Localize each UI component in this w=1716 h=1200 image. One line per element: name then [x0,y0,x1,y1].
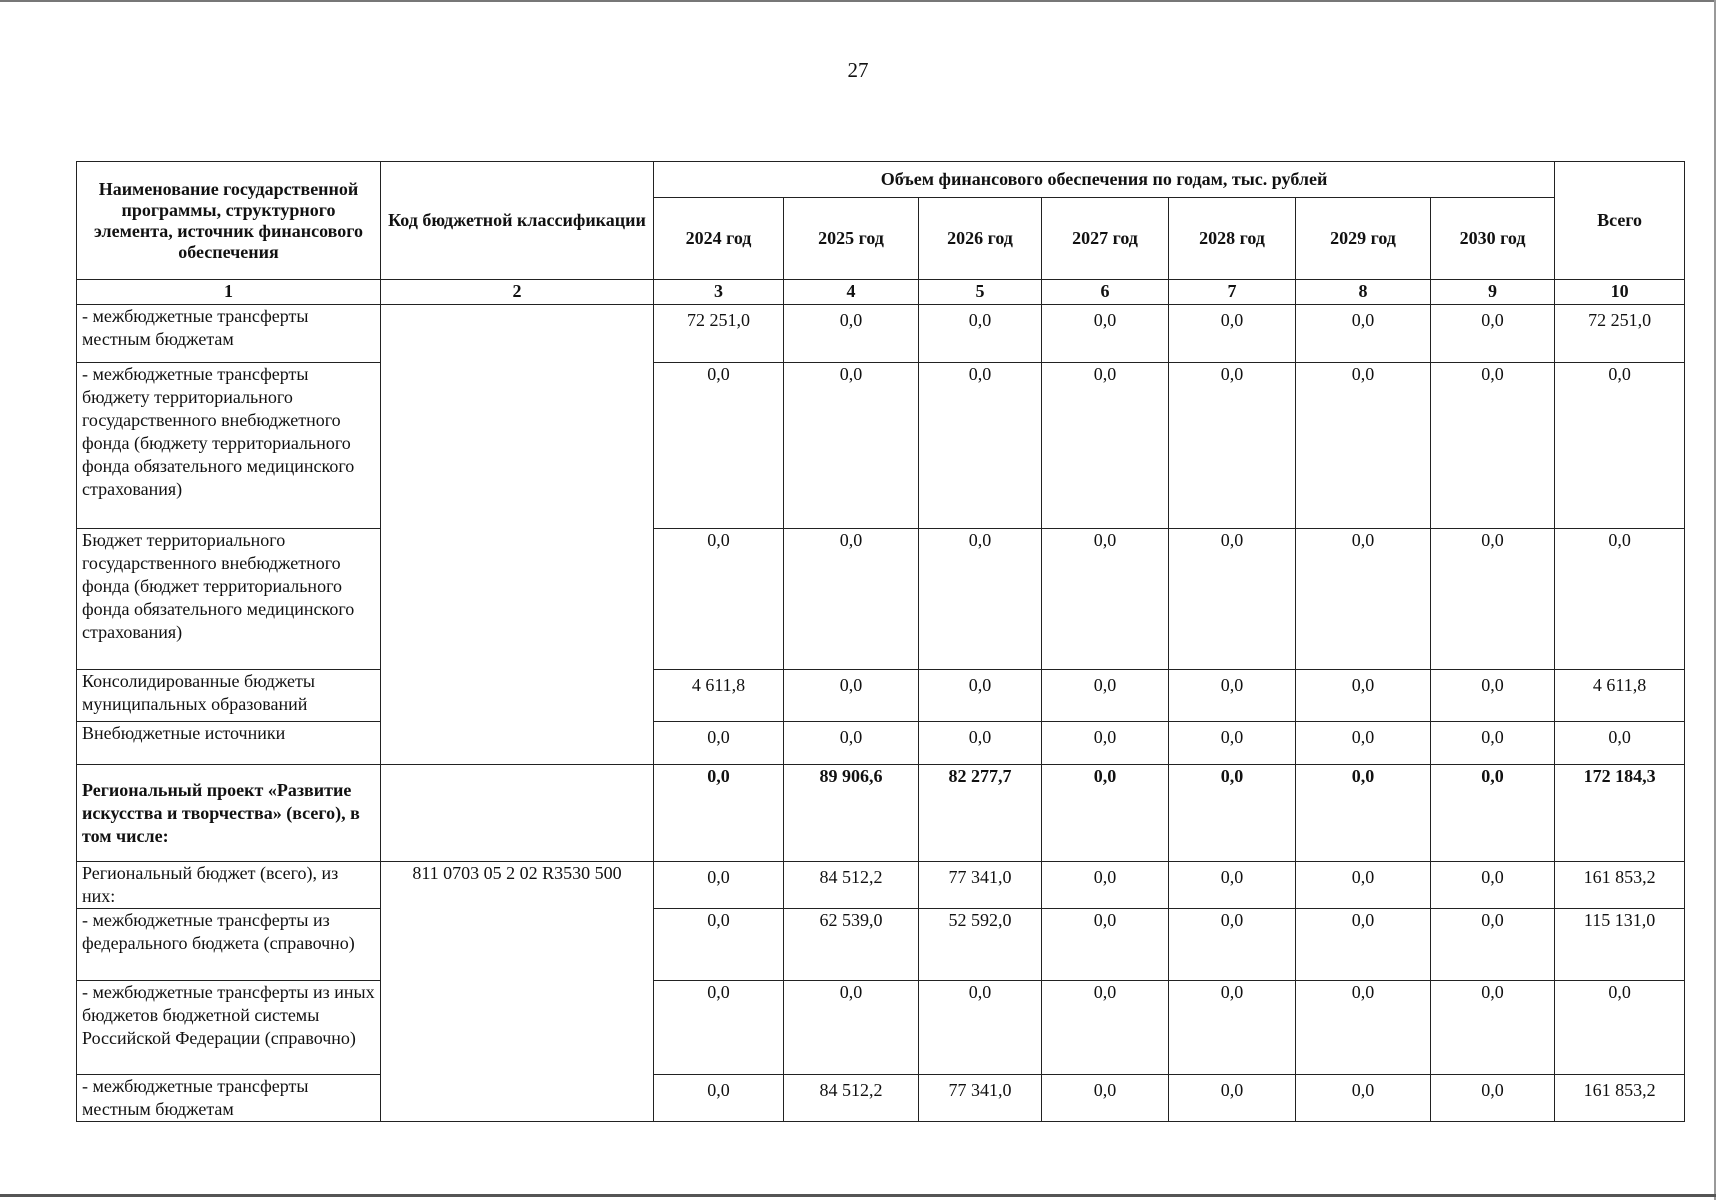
year-value-cell: 0,0 [1431,670,1555,722]
year-value-cell: 0,0 [654,765,784,862]
column-number: 7 [1169,280,1296,305]
year-value-cell: 0,0 [1431,722,1555,765]
year-value-cell: 0,0 [654,529,784,670]
column-number: 6 [1042,280,1169,305]
table-row [77,363,1685,529]
year-value-cell: 0,0 [1296,862,1431,909]
year-value-cell: 62 539,0 [784,909,919,981]
table-row [77,670,1685,722]
year-value-cell: 0,0 [1431,305,1555,363]
table-row [77,765,1685,862]
year-value-cell: 0,0 [1169,862,1296,909]
header-year: 2025 год [784,198,919,280]
page-number: 27 [847,58,869,82]
year-value-cell: 0,0 [1431,529,1555,670]
year-value-cell: 0,0 [919,363,1042,529]
year-value-cell: 0,0 [1296,981,1431,1075]
table-row [77,981,1685,1075]
column-number: 5 [919,280,1042,305]
year-value-cell: 0,0 [784,981,919,1075]
year-value-cell: 0,0 [919,529,1042,670]
row-name: - межбюджетные трансферты из иных бюджетов бюджетной системы Российской Федерации (справочно) [77,981,381,1075]
year-value-cell: 77 341,0 [919,862,1042,909]
year-value-cell: 0,0 [1169,909,1296,981]
table-row [77,862,1685,909]
year-value-cell: 0,0 [1042,909,1169,981]
year-value-cell: 0,0 [919,670,1042,722]
year-value-cell: 0,0 [1169,722,1296,765]
total-value-cell: 4 611,8 [1555,670,1685,722]
column-number: 4 [784,280,919,305]
year-value-cell: 0,0 [654,862,784,909]
year-value-cell: 77 341,0 [919,1075,1042,1122]
header-financing-group: Объем финансового обеспечения по годам, тыс. рублей [654,162,1555,198]
column-number: 9 [1431,280,1555,305]
total-value-cell: 161 853,2 [1555,862,1685,909]
year-value-cell: 0,0 [784,670,919,722]
year-value-cell: 82 277,7 [919,765,1042,862]
year-value-cell: 0,0 [1296,670,1431,722]
total-value-cell: 72 251,0 [1555,305,1685,363]
year-value-cell: 0,0 [1169,981,1296,1075]
year-value-cell: 0,0 [1042,722,1169,765]
total-value-cell: 0,0 [1555,981,1685,1075]
year-value-cell: 0,0 [654,722,784,765]
year-value-cell: 0,0 [1431,909,1555,981]
total-value-cell: 172 184,3 [1555,765,1685,862]
row-code: 811 0703 05 2 02 R3530 500 [381,862,654,1122]
year-value-cell: 0,0 [1169,765,1296,862]
row-name: Внебюджетные источники [77,722,381,765]
total-value-cell: 0,0 [1555,363,1685,529]
year-value-cell: 0,0 [784,363,919,529]
year-value-cell: 0,0 [919,981,1042,1075]
row-code [381,765,654,862]
row-name: Региональный проект «Развитие искусства и творчества» (всего), в том числе: [77,765,381,862]
year-value-cell: 0,0 [1169,305,1296,363]
total-value-cell: 0,0 [1555,529,1685,670]
year-value-cell: 0,0 [1042,981,1169,1075]
header-year: 2024 год [654,198,784,280]
year-value-cell: 0,0 [1431,765,1555,862]
year-value-cell: 0,0 [1042,529,1169,670]
year-value-cell: 0,0 [1042,765,1169,862]
row-name: Бюджет территориального государственного внебюджетного фонда (бюджет территориального фонда обязательного медицинского страхования) [77,529,381,670]
year-value-cell: 0,0 [1169,363,1296,529]
total-value-cell: 161 853,2 [1555,1075,1685,1122]
year-value-cell: 0,0 [1042,363,1169,529]
year-value-cell: 0,0 [1042,670,1169,722]
header-code: Код бюджетной классификации [381,162,654,280]
year-value-cell: 0,0 [1431,981,1555,1075]
column-number: 8 [1296,280,1431,305]
table-row [77,305,1685,363]
column-number: 2 [381,280,654,305]
year-value-cell: 0,0 [1296,363,1431,529]
year-value-cell: 0,0 [784,529,919,670]
header-year: 2027 год [1042,198,1169,280]
header-year: 2029 год [1296,198,1431,280]
year-value-cell: 0,0 [784,305,919,363]
year-value-cell: 89 906,6 [784,765,919,862]
year-value-cell: 0,0 [1169,1075,1296,1122]
column-number: 10 [1555,280,1685,305]
year-value-cell: 84 512,2 [784,862,919,909]
total-value-cell: 0,0 [1555,722,1685,765]
year-value-cell: 0,0 [1431,363,1555,529]
year-value-cell: 0,0 [654,363,784,529]
year-value-cell: 0,0 [654,981,784,1075]
table-row [77,909,1685,981]
year-value-cell: 0,0 [1296,305,1431,363]
year-value-cell: 0,0 [1296,765,1431,862]
year-value-cell: 0,0 [1042,862,1169,909]
column-number: 3 [654,280,784,305]
year-value-cell: 0,0 [1296,722,1431,765]
row-name: - межбюджетные трансферты местным бюджетам [77,1075,381,1122]
row-name: Консолидированные бюджеты муниципальных образований [77,670,381,722]
year-value-cell: 0,0 [654,909,784,981]
column-number: 1 [77,280,381,305]
year-value-cell: 0,0 [1296,1075,1431,1122]
year-value-cell: 0,0 [1042,1075,1169,1122]
table-row [77,1075,1685,1122]
year-value-cell: 0,0 [784,722,919,765]
row-name: - межбюджетные трансферты из федерального бюджета (справочно) [77,909,381,981]
row-name: - межбюджетные трансферты местным бюджетам [77,305,381,363]
year-value-cell: 0,0 [1296,909,1431,981]
year-value-cell: 0,0 [1431,1075,1555,1122]
year-value-cell: 0,0 [1169,670,1296,722]
header-year: 2030 год [1431,198,1555,280]
year-value-cell: 4 611,8 [654,670,784,722]
budget-table [76,161,1685,1122]
table-row [77,722,1685,765]
total-value-cell: 115 131,0 [1555,909,1685,981]
header-name: Наименование государственной программы, структурного элемента, источник финансового обеспечения [77,162,381,280]
year-value-cell: 84 512,2 [784,1075,919,1122]
row-name: - межбюджетные трансферты бюджету территориального государственного внебюджетного фонда (бюджету территориального фонда обязательного медицинского страхования) [77,363,381,529]
year-value-cell: 72 251,0 [654,305,784,363]
year-value-cell: 0,0 [1431,862,1555,909]
row-code [381,305,654,765]
year-value-cell: 0,0 [1042,305,1169,363]
header-year: 2028 год [1169,198,1296,280]
scan-edge-bottom [0,1194,1716,1197]
year-value-cell: 52 592,0 [919,909,1042,981]
table-row [77,529,1685,670]
scan-edge-top [0,0,1716,2]
year-value-cell: 0,0 [919,722,1042,765]
year-value-cell: 0,0 [919,305,1042,363]
year-value-cell: 0,0 [1169,529,1296,670]
year-value-cell: 0,0 [1296,529,1431,670]
header-total: Всего [1555,162,1685,280]
header-year: 2026 год [919,198,1042,280]
row-name: Региональный бюджет (всего), из них: [77,862,381,909]
year-value-cell: 0,0 [654,1075,784,1122]
